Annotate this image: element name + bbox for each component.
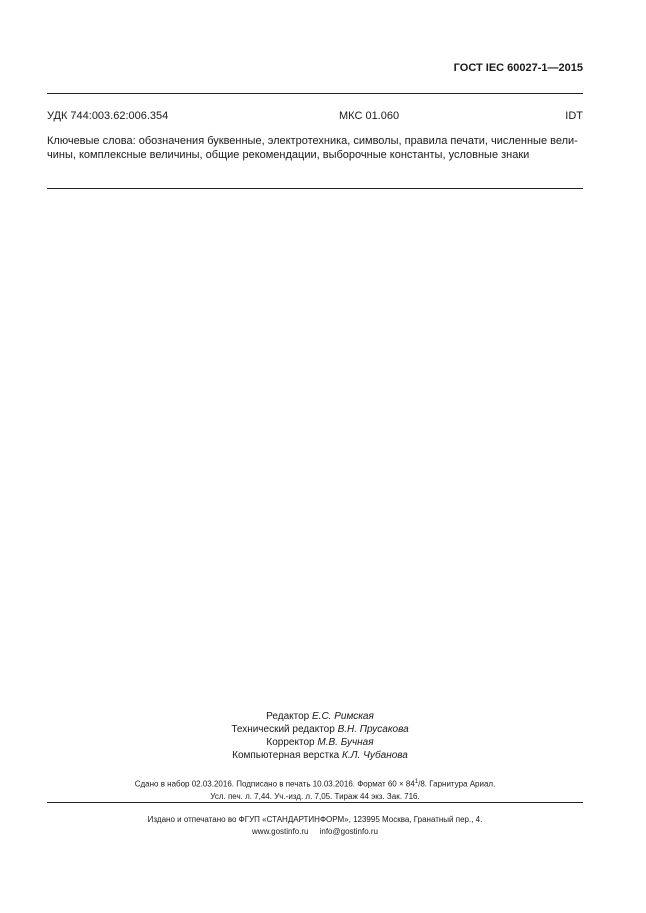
publisher-info [47, 814, 583, 838]
editor-name: Е.С. Римская [312, 711, 374, 722]
editor-row [200, 710, 440, 723]
tech-editor-name: В.Н. Прусакова [337, 724, 409, 735]
publisher-line-2: www.gostinfo.ru info@gostinfo.ru [252, 827, 378, 836]
publisher-line-1: Издано и отпечатано во ФГУП «СТАНДАРТИНФОРМ», 123995 Москва, Гранатный пер., 4. [147, 815, 483, 824]
keywords-line-2: чины, комплексные величины, общие рекомендации, выборочные константы, условные знаки [47, 149, 530, 161]
print-info-line-1-start: Сдано в набор 02.03.2016. Подписано в печать 10.03.2016. Формат 60 × 84 [134, 779, 415, 789]
format-superscript: 1 [414, 779, 419, 785]
print-info-line-1 [47, 776, 583, 791]
editorial-staff [200, 710, 440, 762]
classification-row [47, 110, 583, 124]
print-info-line-2: Усл. печ. л. 7,44. Уч.-изд. л. 7,05. Тираж 44 экз. Зак. 716. [210, 791, 420, 801]
tech-editor-row [200, 723, 440, 736]
udk-code: УДК 744:003.62:006.354 [47, 110, 169, 122]
mks-code: МКС 01.060 [339, 110, 400, 122]
idt-code: IDT [565, 110, 583, 122]
corrector-row [200, 736, 440, 749]
keywords-block [47, 134, 583, 162]
editor-role: Редактор [266, 711, 312, 722]
layout-name: К.Л. Чубанова [342, 750, 408, 761]
corrector-role: Корректор [266, 737, 318, 748]
print-info-line-1-end: /8. Гарнитура Ариал. [418, 779, 496, 789]
print-info [47, 776, 583, 803]
corrector-name: М.В. Бучная [317, 737, 374, 748]
keywords-divider [47, 188, 583, 189]
publisher-divider [47, 802, 583, 803]
tech-editor-role: Технический редактор [231, 724, 338, 735]
layout-row [200, 749, 440, 762]
top-divider [47, 93, 583, 94]
layout-role: Компьютерная верстка [232, 750, 342, 761]
standard-code: ГОСТ IEC 60027-1—2015 [453, 62, 583, 74]
keywords-line-1: Ключевые слова: обозначения буквенные, электротехника, символы, правила печати, численные вели- [47, 135, 578, 147]
